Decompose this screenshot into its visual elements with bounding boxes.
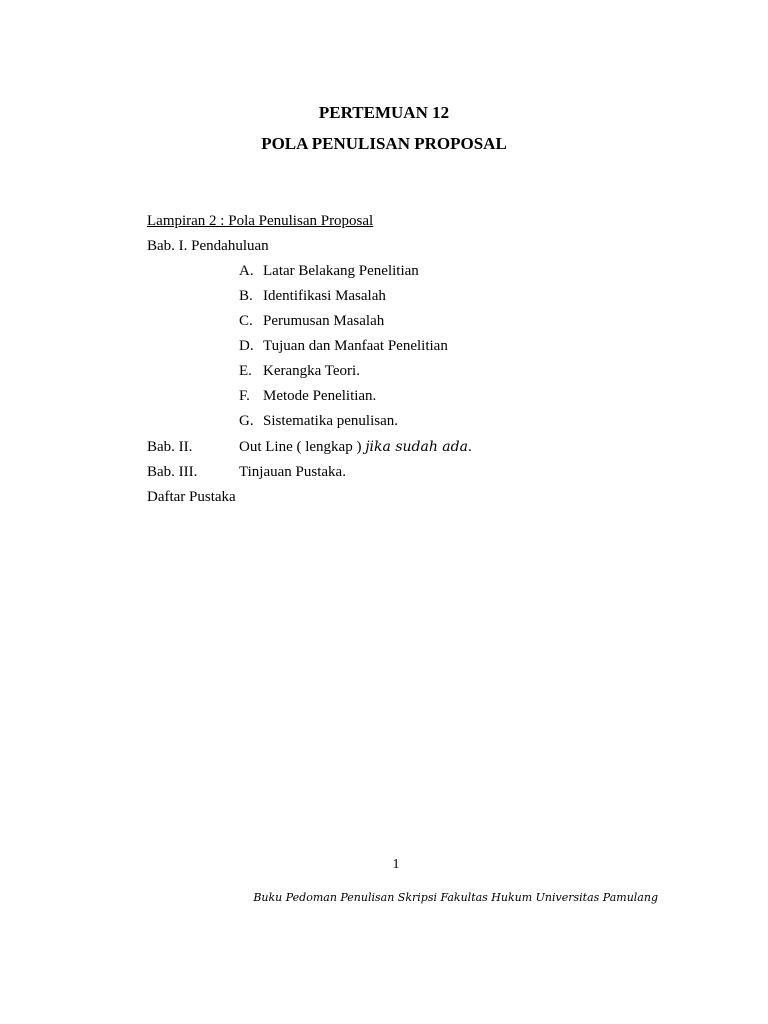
list-item-text: Tujuan dan Manfaat Penelitian: [263, 338, 448, 354]
list-item-text: Sistematika penulisan.: [263, 413, 398, 429]
page-title-proposal-pattern: POLA PENULISAN PROPOSAL: [261, 134, 507, 153]
chapter-3-label: Bab. III.: [147, 464, 198, 480]
chapter-3-text: Tinjauan Pustaka.: [239, 464, 346, 480]
page-number: 1: [392, 857, 400, 872]
list-item-letter: G.: [239, 413, 254, 429]
list-item-text: Identifikasi Masalah: [263, 288, 386, 304]
chapter-2-text: Out Line ( lengkap ): [239, 439, 366, 455]
list-item-letter: F.: [239, 388, 250, 404]
list-item-letter: E.: [239, 363, 252, 379]
list-item-letter: D.: [239, 338, 254, 354]
chapter-2-period: .: [467, 439, 472, 455]
list-item-letter: C.: [239, 313, 253, 329]
list-item-text: Perumusan Masalah: [263, 313, 385, 329]
list-item-letter: A.: [239, 263, 254, 279]
bibliography-label: Daftar Pustaka: [147, 489, 236, 505]
list-item-letter: B.: [239, 288, 253, 304]
appendix-label: Lampiran 2 : Pola Penulisan Proposal: [147, 213, 374, 229]
list-item-text: Latar Belakang Penelitian: [263, 263, 419, 279]
chapter-2-label: Bab. II.: [147, 439, 193, 455]
page-title-meeting: PERTEMUAN 12: [318, 103, 450, 122]
chapter-2-note: jika sudah ada: [365, 439, 468, 455]
list-item-text: Metode Penelitian.: [263, 388, 377, 404]
footer-note: Buku Pedoman Penulisan Skripsi Fakultas Hukum Universitas Pamulang: [253, 891, 658, 904]
list-item-text: Kerangka Teori.: [263, 363, 360, 379]
chapter-1-label: Bab. I. Pendahuluan: [147, 238, 269, 254]
chapter-2-description: [239, 437, 472, 457]
